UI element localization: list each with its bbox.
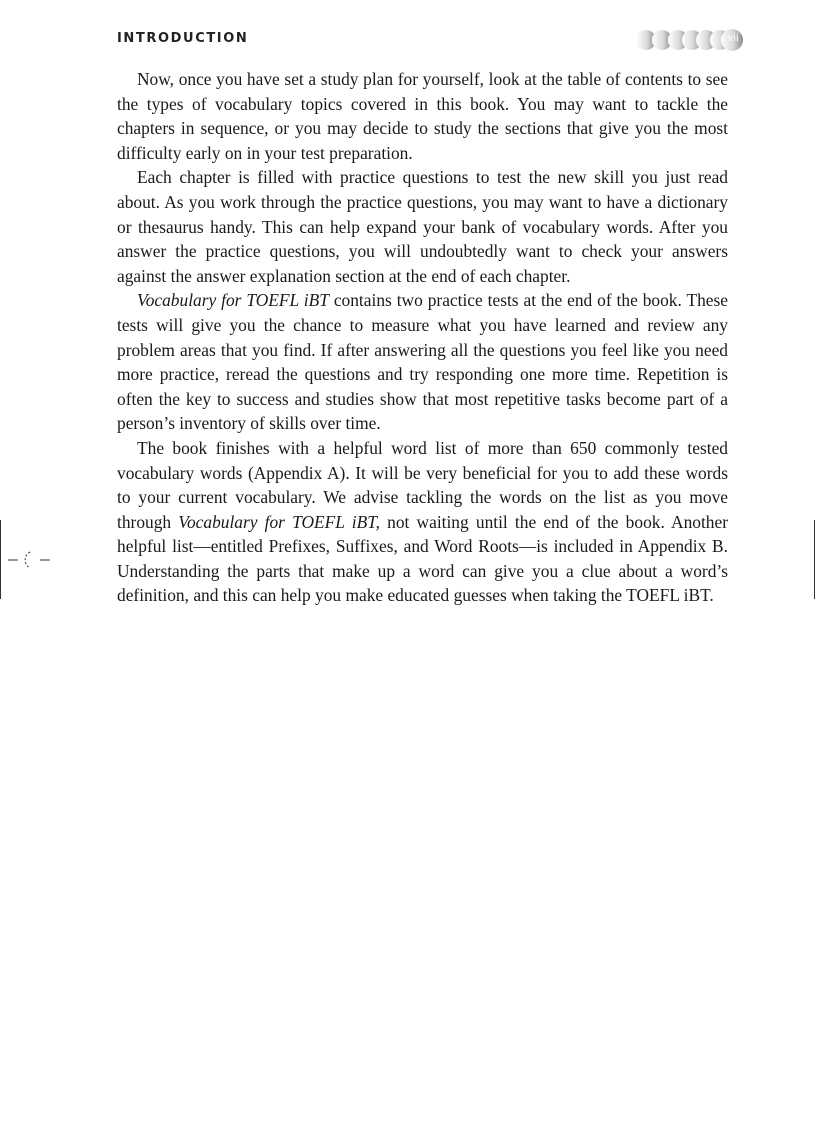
page-number-ribbon	[628, 29, 744, 51]
crop-line-left	[0, 520, 1, 599]
paragraph-2: Each chapter is filled with practice questions to test the new skill you just read about. As you work through the practice questions, you may want to have a dictionary or thesaurus handy. This can help expand your bank of vocabulary words. After you answer the practice questions, you will undoubtedly want to check your answers against the answer explanation section at the end of each chapter.	[117, 167, 728, 286]
running-head-title: INTRODUCTION	[117, 31, 249, 46]
book-title: Vocabulary for TOEFL iBT	[137, 290, 329, 311]
page-number: vii	[728, 33, 739, 44]
body-text	[117, 67, 728, 608]
registration-mark	[8, 547, 50, 573]
crop-line-right	[814, 520, 815, 599]
paragraph-3: Vocabulary for TOEFL iBT contains two practice tests at the end of the book. These tests will give you the chance to measure what you have learned and review any problem areas that you find. If after answering all the questions you feel like you need more practice, reread the questions and try responding one more time. Repetition is often the key to success and studies show that most repetitive tasks become part of a person’s inventory of skills over time.	[117, 290, 728, 434]
paragraph-4: The book finishes with a helpful word list of more than 650 commonly tested vocabulary words (Appendix A). It will be very beneficial for you to add these words to your current vocabulary. We advise tackling the words on the list as you move through Vocabulary for TOEFL iBT, not waiting until the end of the book. Another helpful list—entitled Prefixes, Suffixes, and Word Roots—is included in Appendix B. Understanding the parts that make up a word can give you a clue about a word’s definition, and this can help you make educated guesses when taking the TOEFL iBT.	[117, 437, 728, 606]
paragraph-1: Now, once you have set a study plan for yourself, look at the table of contents to see the types of vocabulary topics covered in this book. You may want to tackle the chapters in sequence, or you may decide to study the sections that give you the most difficulty early on in your test preparation.	[117, 69, 728, 163]
book-title: Vocabulary for TOEFL iBT,	[178, 511, 380, 532]
